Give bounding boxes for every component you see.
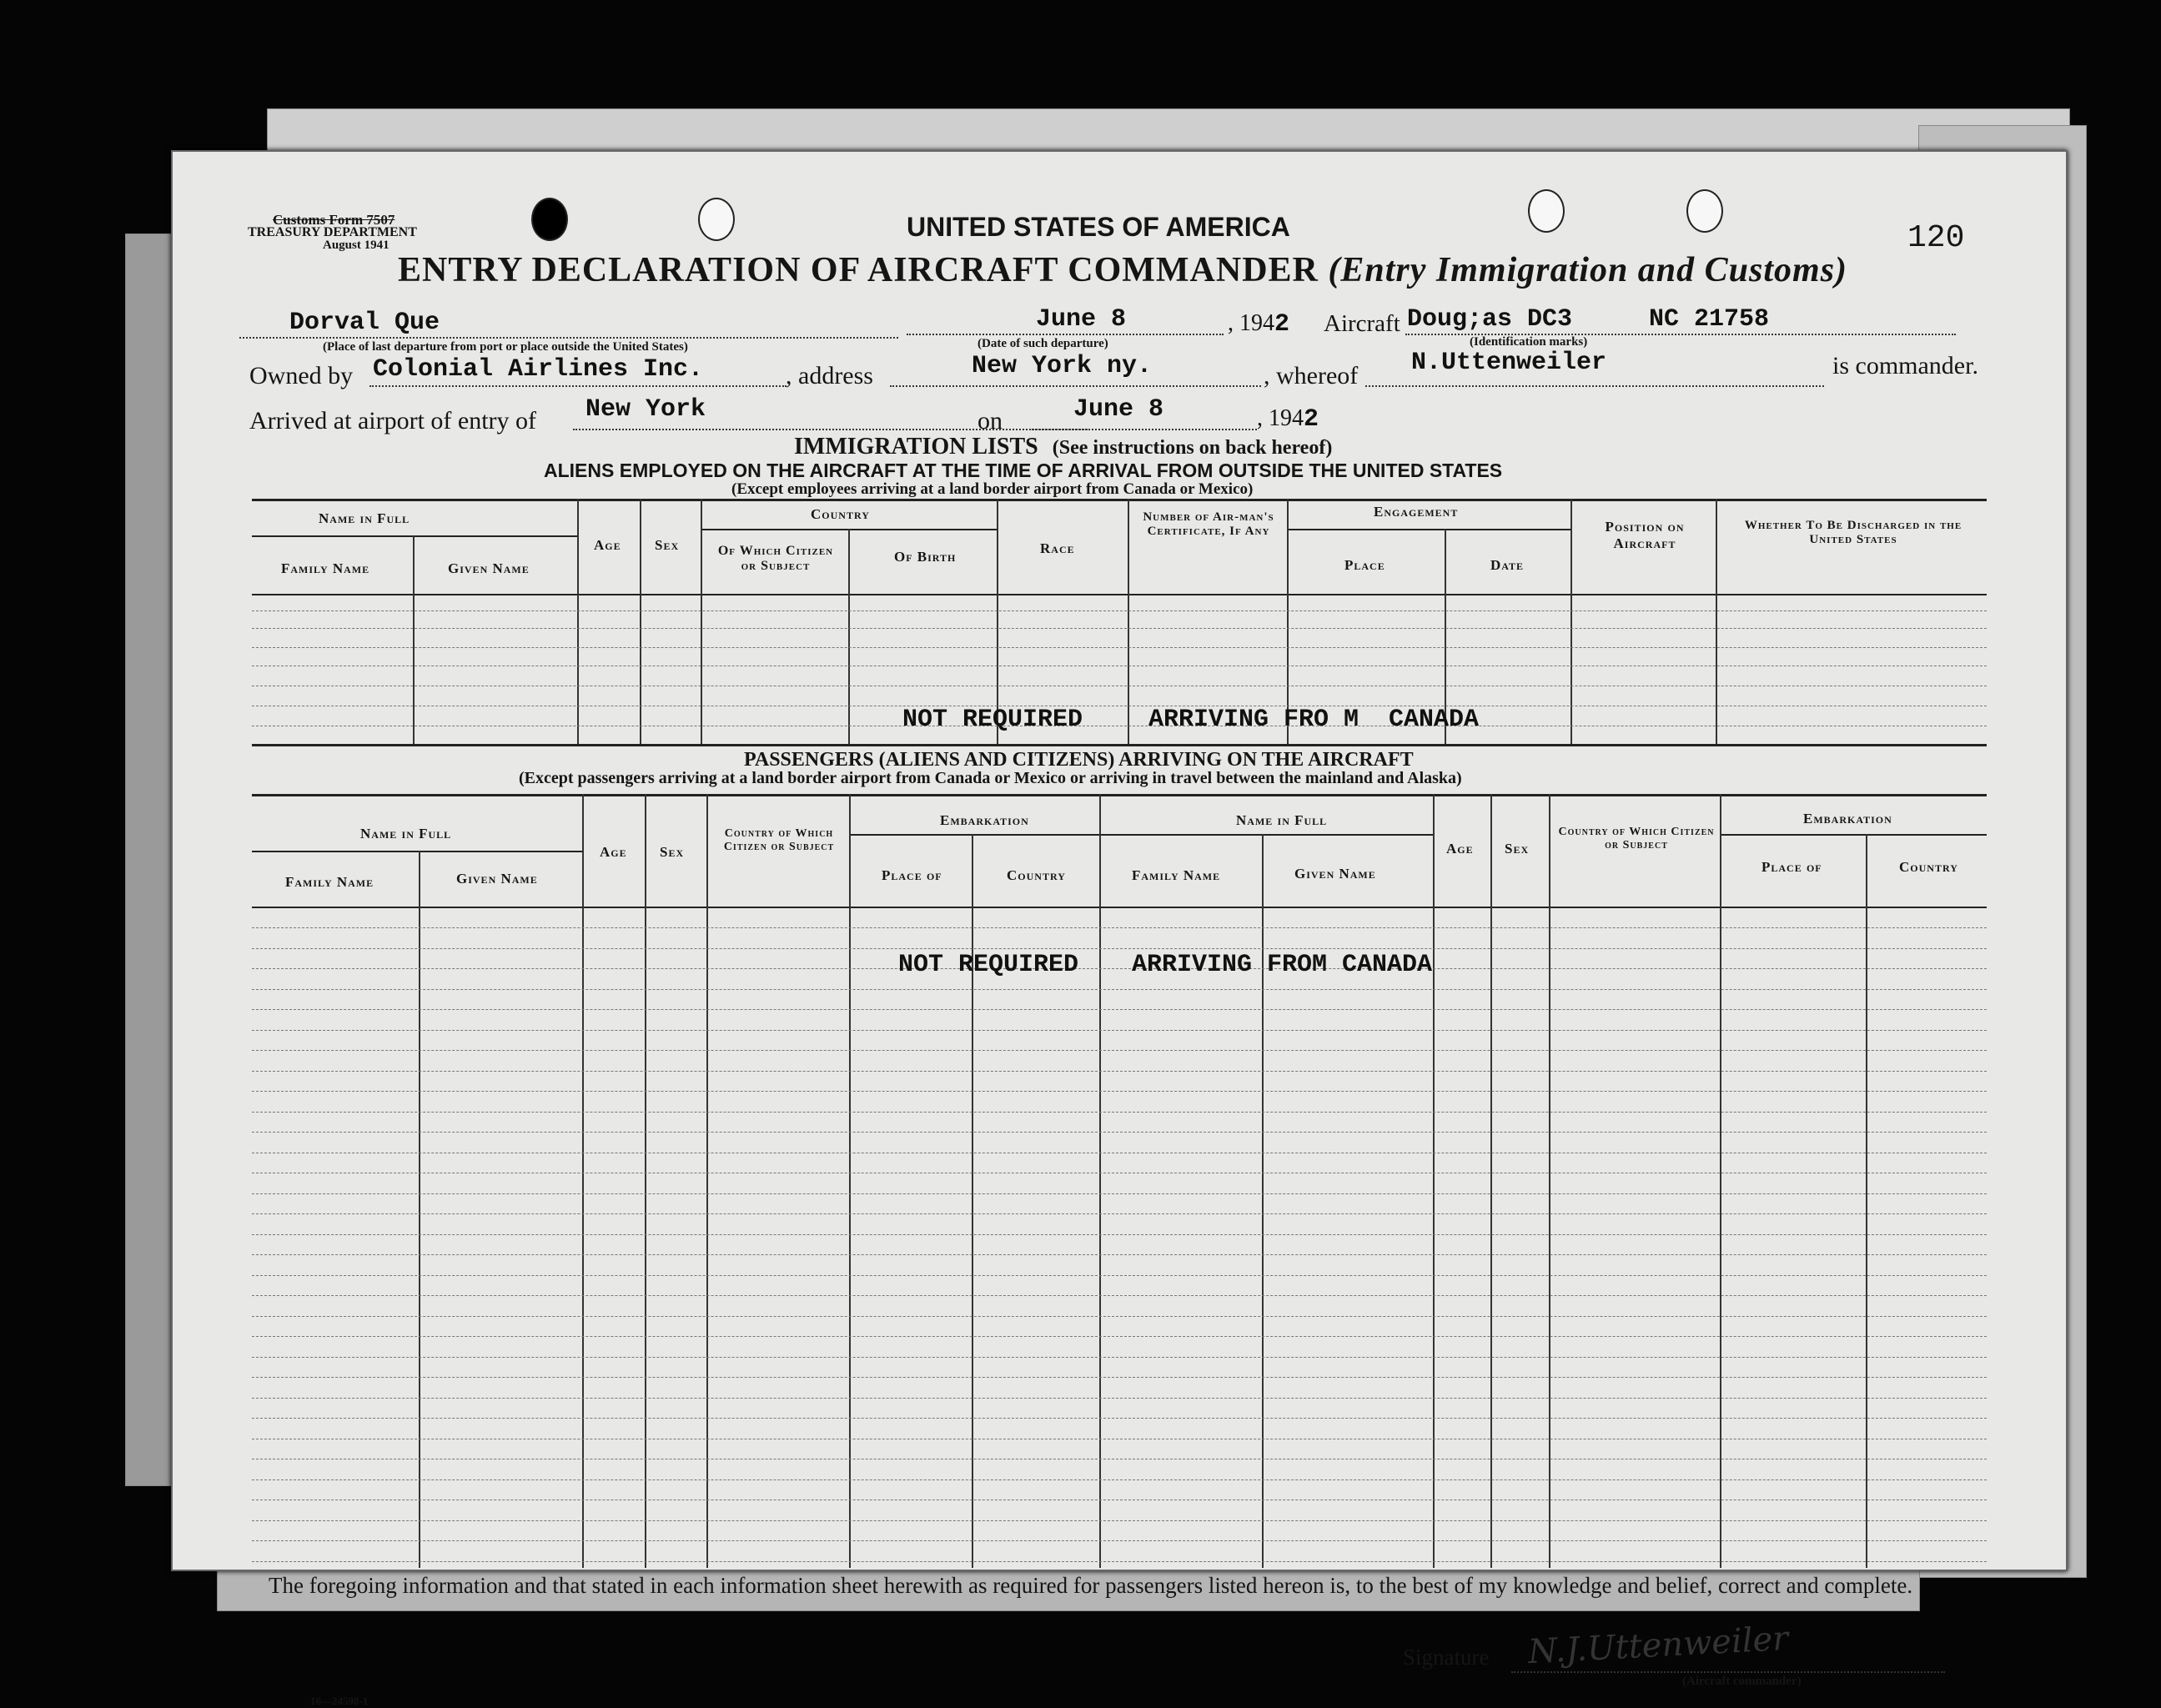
pass-header-sex-left: Sex [660,844,685,860]
crew-row-line [252,610,1987,611]
crew-header-discharged: Whether To Be Discharged in the United States [1744,519,1962,546]
pass-col-divider [706,794,708,1568]
passenger-row-line [252,1112,1987,1113]
arrival-airport-line [573,429,1090,430]
pass-header-given-left: Given Name [456,871,538,887]
pass-table-top-rule [252,794,1987,796]
crew-header-age: Age [594,537,621,553]
crew-stamp-not-required: NOT REQUIRED [902,706,1083,734]
arrival-label: Arrived at airport of entry of [249,407,537,435]
passenger-row-line [252,1132,1987,1133]
passenger-row-line [252,1275,1987,1276]
crew-header-certificate: Number of Air-man's Certificate, If Any [1143,510,1274,538]
departure-place-caption: (Place of last departure from port or place outside the United States) [323,340,688,354]
page-number: 120 [1907,220,1965,256]
pass-col-divider [1262,834,1264,1568]
pass-col-divider [419,851,420,1568]
aircraft-ident-caption: (Identification marks) [1470,335,1588,349]
arrival-on-label: on [977,407,1003,435]
print-code: 16—24598-1 [310,1695,369,1707]
crew-col-divider [1716,499,1717,744]
passenger-row-line [252,1213,1987,1214]
pass-stamp-arriving: ARRIVING FROM CANADA [1132,951,1433,979]
departure-place: Dorval Que [289,309,440,337]
pass-col-divider [1099,794,1101,1568]
crew-header-given: Given Name [448,560,530,576]
certification-statement: The foregoing information and that stated in each information sheet herewith as required for passengers listed hereon is, to the best of my knowledge and belief, correct and complete. [269,1573,1913,1598]
departure-year-prefix: , 194 [1228,310,1274,336]
crew-col-divider [1128,499,1129,744]
address-label: , address [786,362,873,389]
punch-hole-2 [698,198,735,241]
crew-header-family: Family Name [281,560,370,576]
aircraft-label: Aircraft [1324,310,1400,337]
passenger-row-line [252,948,1987,949]
pass-col-divider [645,794,646,1568]
passenger-row-line [252,989,1987,990]
pass-header-age-right: Age [1446,841,1474,857]
owned-by-label: Owned by [249,362,354,389]
crew-header-country: Country [811,506,870,522]
crew-col-divider [701,499,702,744]
crew-table-top-rule [252,499,1987,501]
crew-col-divider [848,529,850,744]
passenger-row-line [252,1091,1987,1092]
passenger-row-line [252,1254,1987,1255]
pass-col-divider [1866,834,1867,1568]
pass-header-country-left: Country [1007,867,1066,883]
passenger-row-line [252,1561,1987,1562]
passenger-row-line [252,1357,1987,1358]
crew-col-divider [413,535,415,744]
pass-col-divider [1549,794,1550,1568]
owner-name: Colonial Airlines Inc. [373,355,704,384]
pass-col-divider [972,834,973,1568]
commander-name: N.Uttenweiler [1411,349,1607,377]
pass-embark-subrule-right [1720,834,1987,836]
passenger-row-line [252,1071,1987,1072]
passenger-row-line [252,1377,1987,1378]
owner-address: New York ny. [972,352,1153,380]
pass-col-divider [1720,794,1721,1568]
passenger-row-line [252,968,1987,969]
aircraft-type: Doug;as DC3 [1407,305,1573,334]
crew-col-divider [1570,499,1572,744]
arrival-year-suffix: 2 [1304,405,1319,434]
pass-table-header-rule [252,907,1987,908]
passenger-row-line [252,1295,1987,1296]
punch-hole-1 [531,198,568,241]
pass-header-country-right: Country [1899,859,1958,875]
crew-table-bottom-rule [252,744,1987,746]
passenger-row-line [252,1009,1987,1010]
form-department: TREASURY DEPARTMENT [248,225,417,239]
form-number: Customs Form 7507 [273,212,395,228]
form-title-sub: (Entry Immigration and Customs) [1328,251,1848,289]
form-title [398,250,1847,290]
pass-name-subrule-left [252,851,582,852]
passenger-row-line [252,1398,1987,1399]
crew-header-engagement: Engagement [1374,504,1459,520]
passenger-row-line [252,1540,1987,1541]
pass-header-citizen-left: Country of Which Citizen or Subject [723,827,835,853]
passenger-row-line [252,927,1987,928]
form-date: August 1941 [323,239,389,252]
passenger-row-line [252,1479,1987,1480]
crew-table-header-rule [252,594,1987,595]
commander-line [1365,385,1824,387]
immigration-lists-heading [794,434,1332,460]
pass-name-subrule-right [1099,834,1433,836]
arrival-airport: New York [585,395,706,424]
pass-col-divider [582,794,584,1568]
arrival-date-line [1032,429,1257,430]
crew-stamp-arriving: ARRIVING FRO M CANADA [1148,706,1480,734]
pass-header-sex-right: Sex [1505,841,1530,857]
arrival-year-prefix: , 194 [1257,405,1304,431]
crew-header-position: Position on Aircraft [1605,519,1685,551]
signature-label: Signature [1403,1645,1490,1670]
pass-header-placeof-right: Place of [1761,859,1822,875]
signature-caption: (Aircraft commander) [1682,1675,1802,1688]
crew-header-date: Date [1490,557,1525,573]
arrival-date: June 8 [1073,395,1164,424]
immigration-note: (See instructions on back hereof) [1052,437,1333,459]
passenger-row-line [252,1418,1987,1419]
passenger-row-line [252,1050,1987,1051]
pass-embark-subrule-left [849,834,1099,836]
passenger-row-line [252,1520,1987,1521]
aliens-note: (Except employees arriving at a land border airport from Canada or Mexico) [731,480,1254,498]
crew-header-name: Name in Full [319,510,410,526]
pass-header-embarkation-right: Embarkation [1803,811,1892,826]
crew-header-citizen: Of Which Citizen or Subject [717,544,834,573]
departure-date: June 8 [1036,305,1127,334]
crew-header-birth: Of Birth [894,549,957,565]
declaration-form [171,150,2068,1707]
departure-place-line [239,337,898,339]
passengers-heading: PASSENGERS (ALIENS AND CITIZENS) ARRIVING ON THE AIRCRAFT [744,749,1414,771]
passenger-row-line [252,1193,1987,1194]
aliens-heading: ALIENS EMPLOYED ON THE AIRCRAFT AT THE TIME OF ARRIVAL FROM OUTSIDE THE UNITED STATES [544,460,1503,481]
crew-row-line [252,647,1987,648]
signature: N.J.Uttenweiler [1527,1619,1790,1672]
passenger-row-line [252,1336,1987,1337]
departure-year [1228,310,1289,339]
passengers-note: (Except passengers arriving at a land border airport from Canada or Mexico or arriving in travel between the mainland and Alaska) [519,769,1462,787]
engagement-subrule [1287,529,1570,530]
crew-col-divider [577,499,579,744]
pass-col-divider [1490,794,1492,1568]
pass-header-citizen-right: Country of Which Citizen or Subject [1558,826,1715,851]
crew-header-sex: Sex [655,537,680,553]
pass-header-family-left: Family Name [285,874,374,890]
departure-date-line [907,334,1224,335]
pass-stamp-not-required: NOT REQUIRED [898,951,1079,979]
pass-col-divider [849,794,851,1568]
form-title-main: ENTRY DECLARATION OF AIRCRAFT COMMANDER [398,251,1319,289]
departure-year-suffix: 2 [1274,310,1290,339]
passenger-row-line [252,1316,1987,1317]
pass-header-age-left: Age [600,844,627,860]
country-heading: UNITED STATES OF AMERICA [907,212,1290,242]
whereof-label: , whereof [1264,362,1359,389]
departure-date-caption: (Date of such departure) [977,337,1108,350]
passenger-row-line [252,1030,1987,1031]
owner-address-line [890,385,1261,387]
signature-line [1511,1671,1945,1673]
pass-header-name-left: Name in Full [360,826,452,841]
punch-hole-4 [1686,189,1723,233]
owner-name-line [369,385,787,387]
pass-header-placeof-left: Place of [882,867,942,883]
pass-col-divider [1433,794,1435,1568]
pass-header-family-right: Family Name [1132,867,1221,883]
immigration-title: IMMIGRATION LISTS [794,434,1038,460]
crew-header-place: Place [1344,557,1385,573]
crew-row-line [252,628,1987,629]
punch-hole-3 [1528,189,1565,233]
pass-header-name-right: Name in Full [1236,812,1328,828]
passenger-row-line [252,1234,1987,1235]
pass-header-embarkation-left: Embarkation [940,812,1029,828]
pass-header-given-right: Given Name [1294,866,1376,882]
aircraft-ident: NC 21758 [1649,305,1770,334]
arrival-year [1257,405,1319,434]
is-commander-label: is commander. [1832,352,1978,379]
crew-col-divider [640,499,641,744]
crew-header-race: Race [1040,540,1075,556]
crew-name-subrule [252,535,577,537]
